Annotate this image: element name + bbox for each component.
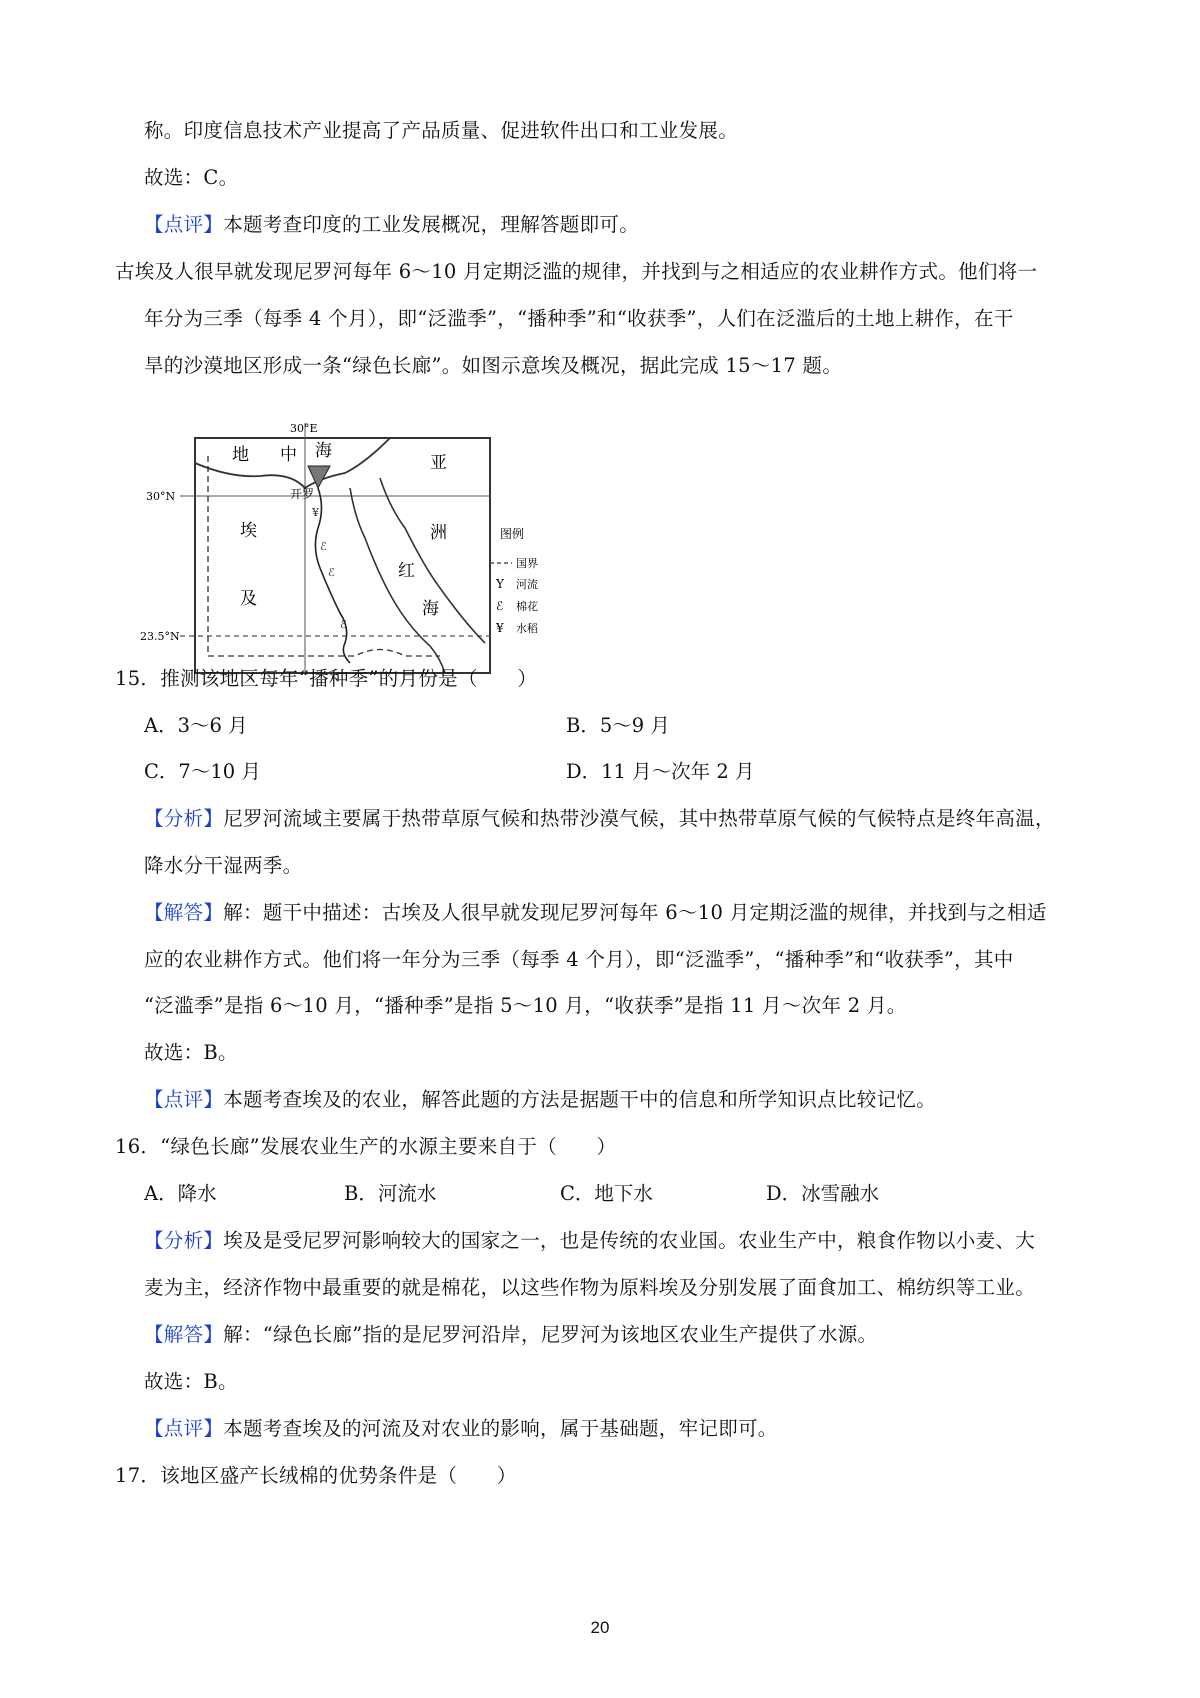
review-line (144, 212, 639, 238)
map-legend (490, 526, 538, 635)
legend-river: 河流 (516, 578, 538, 591)
passage-line: 年分为三季（每季 4 个月），即“泛滥季”，“播种季”和“收获季”，人们在泛滥后的土地上耕作，在干 (144, 307, 1014, 330)
review-line (144, 1416, 778, 1442)
red-sea-label: 海 (422, 599, 439, 619)
cotton-icon: ℰ (496, 599, 504, 613)
option-c: C．地下水 (560, 1182, 653, 1205)
option-b: B．河流水 (344, 1182, 437, 1205)
review-tag: 【点评】 (144, 1088, 224, 1111)
passage-line: 旱的沙漠地区形成一条“绿色长廊”。如图示意埃及概况，据此完成 15～17 题。 (144, 354, 843, 377)
solution-line (144, 900, 1047, 926)
lat-235-label: 23.5°N (140, 630, 180, 643)
river-icon: Y (496, 577, 504, 591)
question-16-stem: 16．“绿色长廊”发展农业生产的水源主要来自于（ ） (115, 1135, 617, 1158)
rice-icon: ¥ (312, 506, 319, 519)
analysis-line (144, 806, 1055, 832)
egypt-label: 埃 (240, 521, 257, 541)
cairo-label: 开罗 (290, 487, 315, 501)
legend-title: 图例 (500, 527, 525, 541)
analysis-text: 埃及是受尼罗河影响较大的国家之一，也是传统的农业国。农业生产中，粮食作物以小麦、大 (223, 1229, 1036, 1252)
solution-tag: 【解答】 (144, 1323, 224, 1346)
rice-icon: ¥ (496, 621, 504, 635)
answer-line: 故选：C。 (144, 166, 239, 189)
border-south (208, 650, 440, 657)
analysis-tag: 【分析】 (144, 807, 224, 830)
review-line (144, 1087, 936, 1113)
option-a: A．3～6 月 (144, 714, 248, 737)
option-a: A．降水 (144, 1182, 217, 1205)
red-sea-label: 红 (398, 561, 415, 581)
cotton-icon: ℰ (340, 618, 347, 631)
option-b: B．5～9 月 (566, 714, 670, 737)
analysis-tag: 【分析】 (144, 1229, 224, 1252)
review-text: 本题考查印度的工业发展概况，理解答题即可。 (223, 213, 640, 236)
analysis-line: 麦为主，经济作物中最重要的就是棉花，以这些作物为原料埃及分别发展了面食加工、棉纺织等工业。 (144, 1276, 1036, 1299)
option-d: D．冰雪融水 (766, 1182, 880, 1205)
sea-label: 中 (280, 445, 297, 465)
sea-label: 海 (315, 441, 332, 461)
solution-line: “泛滥季”是指 6～10 月，“播种季”是指 5～10 月，“收获季”是指 11 月～次年 2 月。 (144, 994, 907, 1017)
option-c: C．7～10 月 (144, 760, 261, 783)
review-tag: 【点评】 (144, 1417, 224, 1440)
legend-cotton: 棉花 (516, 600, 538, 613)
asia-label: 亚 (430, 453, 447, 473)
asia-label: 洲 (430, 523, 447, 543)
review-text: 本题考查埃及的农业，解答此题的方法是据题干中的信息和所学知识点比较记忆。 (223, 1088, 937, 1111)
solution-line: 应的农业耕作方式。他们将一年分为三季（每季 4 个月），即“泛滥季”，“播种季”和“收获季”，其中 (144, 948, 1014, 971)
analysis-line (144, 1228, 1035, 1254)
egypt-label: 及 (240, 589, 257, 609)
answer-line: 故选：B。 (144, 1370, 238, 1393)
egypt-map (140, 418, 560, 688)
solution-text: 解：题干中描述：古埃及人很早就发现尼罗河每年 6～10 月定期泛滥的规律，并找到与之相适 (223, 901, 1047, 924)
lat-30-label: 30°N (146, 490, 176, 503)
cotton-icon: ℰ (320, 540, 327, 553)
question-15-stem: 15．推测该地区每年“播种季”的月份是（ ） (115, 667, 538, 690)
review-text: 本题考查埃及的河流及对农业的影响，属于基础题，牢记即可。 (223, 1417, 778, 1440)
question-17-stem: 17．该地区盛产长绒棉的优势条件是（ ） (115, 1464, 517, 1487)
analysis-line: 降水分干湿两季。 (144, 854, 303, 877)
legend-rice: 水稻 (516, 622, 538, 635)
cotton-icon: ℰ (328, 566, 335, 579)
analysis-text: 尼罗河流域主要属于热带草原气候和热带沙漠气候，其中热带草原气候的气候特点是终年高温， (223, 807, 1055, 830)
page-number: 20 (590, 1618, 610, 1637)
answer-line: 故选：B。 (144, 1041, 238, 1064)
solution-line (144, 1322, 877, 1348)
solution-text: 解：“绿色长廊”指的是尼罗河沿岸，尼罗河为该地区农业生产提供了水源。 (223, 1323, 878, 1346)
passage-line: 古埃及人很早就发现尼罗河每年 6～10 月定期泛滥的规律，并找到与之相适应的农业耕作方式。他们将一 (115, 260, 1038, 283)
text-line: 称。印度信息技术产业提高了产品质量、促进软件出口和工业发展。 (144, 119, 739, 142)
option-d: D．11 月～次年 2 月 (566, 760, 755, 783)
solution-tag: 【解答】 (144, 901, 224, 924)
review-tag: 【点评】 (144, 213, 224, 236)
lon-label: 30°E (290, 422, 318, 435)
legend-border: 国界 (516, 557, 538, 570)
sea-label: 地 (232, 445, 249, 465)
